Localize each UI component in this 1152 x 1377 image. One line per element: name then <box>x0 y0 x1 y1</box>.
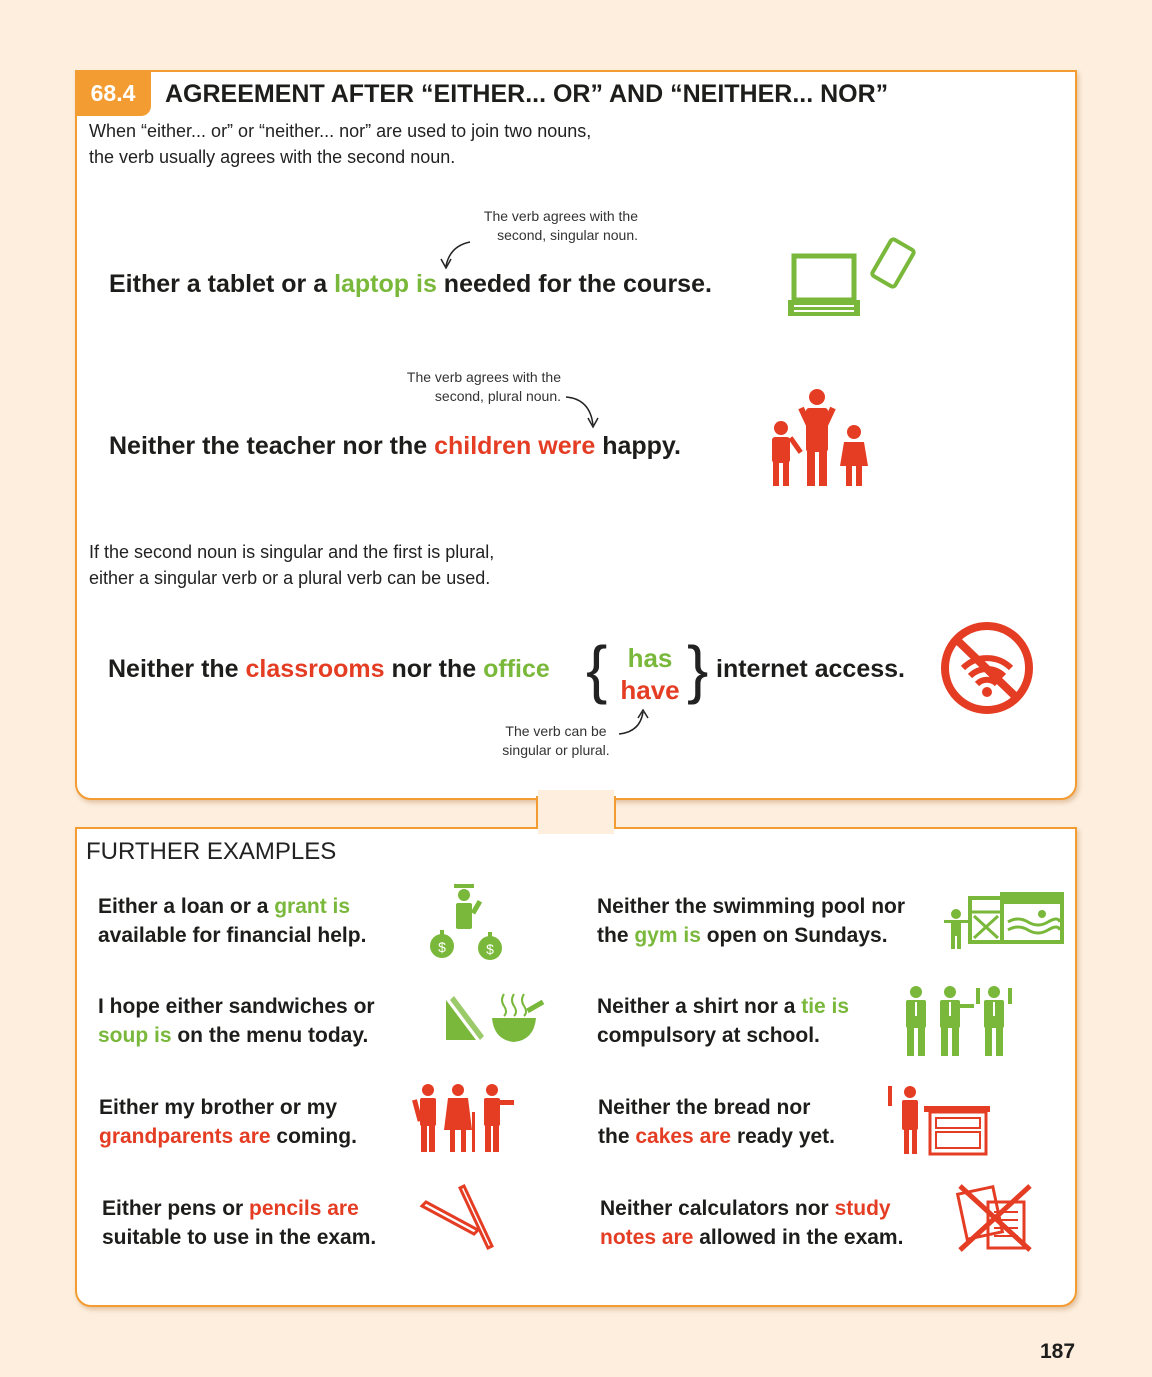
sentence-part: Neither the swimming pool nor <box>597 895 906 918</box>
agreement-highlight: notes are <box>600 1226 694 1249</box>
sentence-part: suitable to use in the exam. <box>102 1226 377 1249</box>
right-brace: } <box>687 633 709 705</box>
intro-line-2: the verb usually agrees with the second noun. <box>89 147 456 167</box>
graduate-money-icon <box>428 882 508 964</box>
sentence-part: Either pens or <box>102 1197 250 1220</box>
note-line: singular or plural. <box>502 742 610 758</box>
sentence-part: allowed in the exam. <box>693 1226 904 1249</box>
sentence-part: Neither calculators nor <box>600 1197 835 1220</box>
further-example-6 <box>597 992 849 1050</box>
agreement-highlight: grant is <box>274 895 351 918</box>
further-examples-title: FURTHER EXAMPLES <box>86 838 337 865</box>
further-example-2 <box>98 992 375 1050</box>
agreement-highlight: tie is <box>801 995 850 1018</box>
no-wifi-icon <box>939 620 1035 716</box>
svg-text:$: $ <box>438 939 446 955</box>
agreement-highlight: laptop is <box>334 270 437 298</box>
example-sentence-1 <box>109 270 712 299</box>
pencils-icon <box>418 1180 498 1252</box>
agreement-highlight: grandparents are <box>99 1125 271 1148</box>
sentence-part: Either a tablet or a <box>109 270 335 298</box>
intro-line-1: When “either... or” or “neither... nor” are used to join two nouns, <box>89 121 592 141</box>
agreement-highlight: pencils are <box>249 1197 359 1220</box>
note-line: second, plural noun. <box>434 388 561 404</box>
no-calculator-notes-icon <box>954 1180 1036 1254</box>
further-example-1 <box>98 892 366 950</box>
agreement-highlight: cakes are <box>635 1125 732 1148</box>
agreement-highlight: gym is <box>634 924 701 947</box>
agreement-highlight: soup is <box>98 1024 172 1047</box>
connector-left <box>536 796 538 829</box>
sentence-part: Neither the teacher nor the <box>109 432 435 460</box>
note-line: second, singular noun. <box>497 227 638 243</box>
teacher-children-icon <box>762 388 872 490</box>
rule-text <box>89 539 494 591</box>
sentence-part: open on Sundays. <box>700 924 888 947</box>
panel-gap <box>538 790 614 834</box>
sentence-part: Neither the bread nor <box>598 1096 811 1119</box>
svg-text:$: $ <box>486 941 494 957</box>
rule-line-1: If the second noun is singular and the first is plural, <box>89 542 495 562</box>
sentence-part: nor the <box>384 655 484 683</box>
example-sentence-3-end: internet access. <box>716 655 905 683</box>
intro-text <box>89 118 591 170</box>
further-example-5 <box>597 892 905 950</box>
sentence-part: Neither a shirt nor a <box>597 995 802 1018</box>
note-singular <box>470 207 638 245</box>
further-example-8 <box>600 1194 903 1252</box>
connector-right <box>614 796 616 829</box>
sentence-part: compulsory at school. <box>597 1024 820 1047</box>
left-brace: { <box>586 633 608 705</box>
sentence-part: available for financial help. <box>98 924 367 947</box>
agreement-highlight: children were <box>434 432 596 460</box>
note-plural <box>390 368 561 406</box>
page-number: 187 <box>1040 1340 1076 1363</box>
sentence-part: the <box>597 924 635 947</box>
rule-line-2: either a singular verb or a plural verb can be used. <box>89 568 491 588</box>
sentence-part: needed for the course. <box>436 270 712 298</box>
verb-singular: has <box>627 643 673 673</box>
sentence-part: Either my brother or my <box>99 1096 338 1119</box>
sentence-part: Neither the <box>108 655 246 683</box>
gym-pool-icon <box>944 890 1066 952</box>
example-sentence-2 <box>109 432 681 461</box>
further-example-4 <box>102 1194 376 1252</box>
first-noun: classrooms <box>245 655 385 683</box>
section-number-badge: 68.4 <box>75 70 151 116</box>
laptop-tablet-icon <box>786 238 926 322</box>
baker-oven-icon <box>884 1082 994 1158</box>
sentence-part: I hope either sandwiches or <box>98 995 375 1018</box>
note-line: The verb agrees with the <box>483 208 638 224</box>
note-either <box>490 722 622 760</box>
note-line: The verb can be <box>505 723 607 739</box>
sentence-part: Either a loan or a <box>98 895 275 918</box>
section-title: AGREEMENT AFTER “EITHER... OR” AND “NEITHER... NOR” <box>165 80 889 108</box>
sentence-part: on the menu today. <box>171 1024 369 1047</box>
verb-plural: have <box>620 675 680 705</box>
further-example-7 <box>598 1093 835 1151</box>
note-line: The verb agrees with the <box>406 369 561 385</box>
sentence-part: ready yet. <box>731 1125 836 1148</box>
family-icon <box>410 1082 518 1156</box>
students-uniform-icon <box>896 984 1020 1058</box>
sentence-part: happy. <box>595 432 681 460</box>
agreement-highlight: study <box>834 1197 891 1220</box>
example-sentence-3-start <box>108 655 550 684</box>
arrow-either <box>0 0 1 1</box>
sandwich-soup-icon <box>440 990 548 1046</box>
second-noun: office <box>483 655 550 683</box>
sentence-part: the <box>598 1125 636 1148</box>
sentence-part: coming. <box>270 1125 357 1148</box>
further-example-3 <box>99 1093 357 1151</box>
